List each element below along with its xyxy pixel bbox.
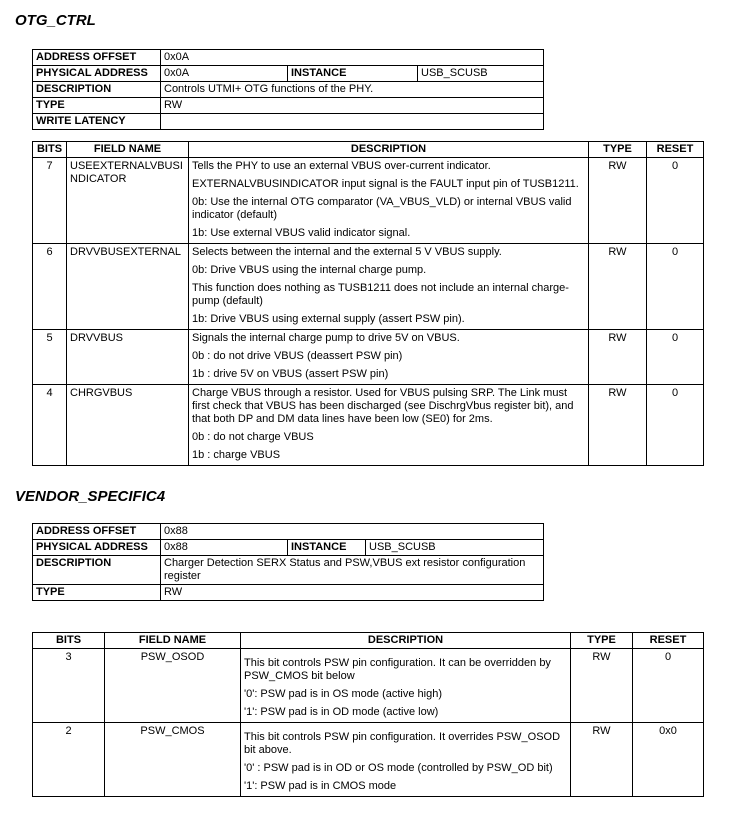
field-name: DRVVBUSEXTERNAL [67, 244, 189, 330]
description-line: 1b : drive 5V on VBUS (assert PSW pin) [192, 368, 389, 380]
address-offset-value: 0x0A [161, 50, 544, 66]
field-description [189, 244, 589, 330]
header-type: TYPE [589, 142, 647, 158]
physical-address-label: PHYSICAL ADDRESS [33, 540, 161, 556]
description-line: This bit controls PSW pin configuration. It can be overridden by PSW_CMOS bit below [244, 657, 551, 682]
table-row [33, 649, 704, 723]
instance-value: USB_SCUSB [366, 540, 544, 556]
type-value: RW [161, 98, 544, 114]
info-row-type [33, 585, 544, 601]
physical-address-value: 0x0A [161, 66, 288, 82]
description-label: DESCRIPTION [33, 556, 161, 585]
table-row [33, 723, 704, 797]
field-type: RW [589, 158, 647, 244]
description-line: '0' : PSW pad is in OD or OS mode (controlled by PSW_OD bit) [244, 762, 553, 774]
description-value: Controls UTMI+ OTG functions of the PHY. [161, 82, 544, 98]
description-line: 0b: Use the internal OTG comparator (VA_VBUS_VLD) or internal VBUS valid indicator (default) [192, 196, 572, 221]
bit-number: 7 [33, 158, 67, 244]
section-title-vendor-specific4: VENDOR_SPECIFIC4 [15, 488, 166, 505]
field-name: PSW_OSOD [105, 649, 241, 723]
info-row-description [33, 556, 544, 585]
info-row-address-offset [33, 524, 544, 540]
header-description: DESCRIPTION [241, 633, 571, 649]
bitfield-header-row [33, 633, 704, 649]
field-type: RW [589, 330, 647, 385]
description-line: 0b: Drive VBUS using the internal charge pump. [192, 264, 427, 276]
address-offset-label: ADDRESS OFFSET [33, 524, 161, 540]
instance-label: INSTANCE [288, 66, 418, 82]
description-line: '1': PSW pad is in CMOS mode [244, 780, 397, 792]
field-name: CHRGVBUS [67, 385, 189, 466]
info-row-type [33, 98, 544, 114]
description-line: 0b : do not drive VBUS (deassert PSW pin) [192, 350, 403, 362]
type-label: TYPE [33, 98, 161, 114]
field-reset: 0 [647, 385, 704, 466]
field-name: PSW_CMOS [105, 723, 241, 797]
description-line: Selects between the internal and the external 5 V VBUS supply. [192, 246, 502, 258]
field-type: RW [589, 244, 647, 330]
field-reset: 0 [647, 330, 704, 385]
physical-address-value: 0x88 [161, 540, 288, 556]
vendor-register-info-table [32, 523, 544, 601]
header-bits: BITS [33, 142, 67, 158]
field-description [241, 649, 571, 723]
instance-label: INSTANCE [288, 540, 366, 556]
section-title-otg-ctrl: OTG_CTRL [15, 12, 96, 29]
bitfield-header-row [33, 142, 704, 158]
field-description [189, 330, 589, 385]
instance-value: USB_SCUSB [418, 66, 544, 82]
header-type: TYPE [571, 633, 633, 649]
otg-bitfield-table [32, 141, 704, 466]
field-reset: 0 [633, 649, 704, 723]
address-offset-value: 0x88 [161, 524, 544, 540]
description-line: '1': PSW pad is in OD mode (active low) [244, 706, 439, 718]
bit-number: 3 [33, 649, 105, 723]
bit-number: 2 [33, 723, 105, 797]
field-description [241, 723, 571, 797]
info-row-physical-address [33, 66, 544, 82]
header-bits: BITS [33, 633, 105, 649]
type-value: RW [161, 585, 544, 601]
field-reset: 0x0 [633, 723, 704, 797]
description-line: Signals the internal charge pump to drive 5V on VBUS. [192, 332, 460, 344]
bit-number: 6 [33, 244, 67, 330]
info-row-address-offset [33, 50, 544, 66]
description-line: EXTERNALVBUSINDICATOR input signal is the FAULT input pin of TUSB1211. [192, 178, 579, 190]
bit-number: 5 [33, 330, 67, 385]
write-latency-label: WRITE LATENCY [33, 114, 161, 130]
field-reset: 0 [647, 158, 704, 244]
description-line: This bit controls PSW pin configuration. It overrides PSW_OSOD bit above. [244, 731, 561, 756]
info-row-description [33, 82, 544, 98]
description-line: 0b : do not charge VBUS [192, 431, 314, 443]
address-offset-label: ADDRESS OFFSET [33, 50, 161, 66]
field-reset: 0 [647, 244, 704, 330]
description-line: '0': PSW pad is in OS mode (active high) [244, 688, 443, 700]
field-type: RW [571, 723, 633, 797]
field-description [189, 158, 589, 244]
description-line: Charge VBUS through a resistor. Used for VBUS pulsing SRP. The Link must first check that VBUS has been discharged (see DischrgVbus register bit), and that both DP and DM data lines have been low (SE0) for 2ms. [192, 387, 574, 425]
write-latency-value [161, 114, 544, 130]
table-row [33, 244, 704, 330]
header-field-name: FIELD NAME [105, 633, 241, 649]
info-row-write-latency [33, 114, 544, 130]
field-description [189, 385, 589, 466]
table-row [33, 158, 704, 244]
field-name: DRVVBUS [67, 330, 189, 385]
description-line: 1b : charge VBUS [192, 449, 281, 461]
description-line: 1b: Use external VBUS valid indicator signal. [192, 227, 411, 239]
otg-register-info-table [32, 49, 544, 130]
table-row [33, 385, 704, 466]
info-row-physical-address [33, 540, 544, 556]
field-name: USEEXTERNALVBUSINDICATOR [67, 158, 189, 244]
field-type: RW [571, 649, 633, 723]
type-label: TYPE [33, 585, 161, 601]
description-line: 1b: Drive VBUS using external supply (assert PSW pin). [192, 313, 465, 325]
table-row [33, 330, 704, 385]
header-description: DESCRIPTION [189, 142, 589, 158]
header-reset: RESET [647, 142, 704, 158]
vendor-bitfield-table [32, 632, 704, 797]
physical-address-label: PHYSICAL ADDRESS [33, 66, 161, 82]
header-field-name: FIELD NAME [67, 142, 189, 158]
field-type: RW [589, 385, 647, 466]
description-line: This function does nothing as TUSB1211 does not include an internal charge-pump (default) [192, 282, 569, 307]
description-label: DESCRIPTION [33, 82, 161, 98]
description-value: Charger Detection SERX Status and PSW,VBUS ext resistor configuration register [161, 556, 544, 585]
description-line: Tells the PHY to use an external VBUS over-current indicator. [192, 160, 491, 172]
header-reset: RESET [633, 633, 704, 649]
bit-number: 4 [33, 385, 67, 466]
